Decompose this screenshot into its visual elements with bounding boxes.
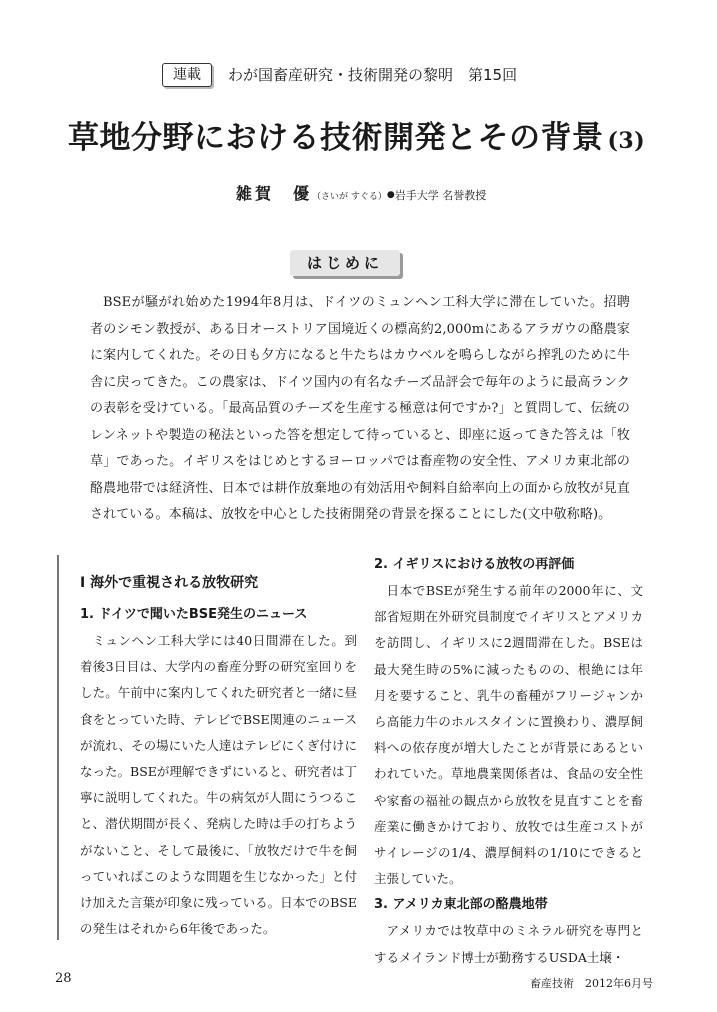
author-name: 雑賀 優 [236,184,313,203]
left-column [80,560,357,942]
intro-heading: はじめに [290,250,400,276]
right-column [374,552,643,971]
author-affiliation: 岩手大学 名誉教授 [394,189,487,202]
bullet-icon: ● [386,190,395,200]
series-title: わが国畜産研究・技術開発の黎明 第15回 [228,66,518,84]
article-title [68,118,645,161]
column-rule [57,555,59,940]
article-title-text: 草地分野における技術開発とその背景 [68,120,604,156]
series-badge: 連載 [162,63,212,87]
section-body-2: 日本でBSEが発生する前年の2000年に、文部省短期在外研究員制度でイギリスとアメリカを訪問し、イギリスに2週間滞在した。BSEは最大発生時の5%に減ったものの、根絶には年月を要すること、乳牛の畜種がフリージャンから高能力牛のホルスタインに置換わり、濃厚飼料への依存度が増大したことが背景にあるといわれていた。草地農業関係者は、食品の安全性や家畜の福祉の観点から放牧を見直すことを畜産業に働きかけており、放牧では生産コストがサイレージの1/4、濃厚飼料の1/10にできると主張していた。 [374,583,643,887]
journal-name: 畜産技術 2012年6月号 [530,977,653,990]
intro-paragraph: BSEが騒がれ始めた1994年8月は、ドイツのミュンヘン工科大学に滞在していた。招聘者のシモン教授が、ある日オーストリア国境近くの標高約2,000mにあるアラガウの酪農家に案内してくれた。その日も夕方になると牛たちはカウベルを鳴らしながら搾乳のために牛舎に戻ってきた。この農家は、ドイツ国内の有名なチーズ品評会で毎年のように最高ランクの表彰を受けている。「最高品質のチーズを生産する極意は何ですか?」と質問して、伝統のレンネットや製造の秘法といった答を想定して待っていると、即座に返ってきた答えは「牧草」であった。イギリスをはじめとするヨーロッパでは畜産物の安全性、アメリカ東北部の酪農地帯では経済性、日本では耕作放棄地の有効活用や飼料自給率向上の面から放牧が見直されている。本稿は、放牧を中心とした技術開発の背景を探ることにした(文中敬称略)。 [90,295,630,522]
section-body-1: ミュンヘン工科大学には40日間滞在した。到着後3日目は、大学内の畜産分野の研究室回りをした。午前中に案内してくれた研究者と一緒に昼食をとっていた時、テレビでBSE関連のニュースが流れ、その場にいた人達はテレビにくぎ付けになった。BSEが理解できずにいると、研究者は丁寧に説明してくれた。牛の病気が人間にうつること、潜伏期間が長く、発病した時は手の打ちようがないこと、そして最後に、「放牧だけで牛を飼っていればこのような問題を生じなかった」と付け加えた言葉が印象に残っている。日本でのBSEの発生はそれから6年後であった。 [80,633,357,937]
section-heading-2: 2. イギリスにおける放牧の再評価 [374,557,575,572]
article-volume: (3) [607,128,646,154]
chapter-heading: Ⅰ 海外で重視される放牧研究 [80,575,259,591]
page-number: 28 [55,971,72,986]
author-reading: （さいが すぐる） [312,192,387,202]
section-heading-3: 3. アメリカ東北部の酪農地帯 [374,897,548,913]
section-heading-1: 1. ドイツで聞いたBSE発生のニュース [80,607,308,622]
author-line [236,183,486,208]
section-body-3: アメリカでは牧草中のミネラル研究を専門とするメイランド博士が勤務するUSDA土壌・ [374,923,643,965]
